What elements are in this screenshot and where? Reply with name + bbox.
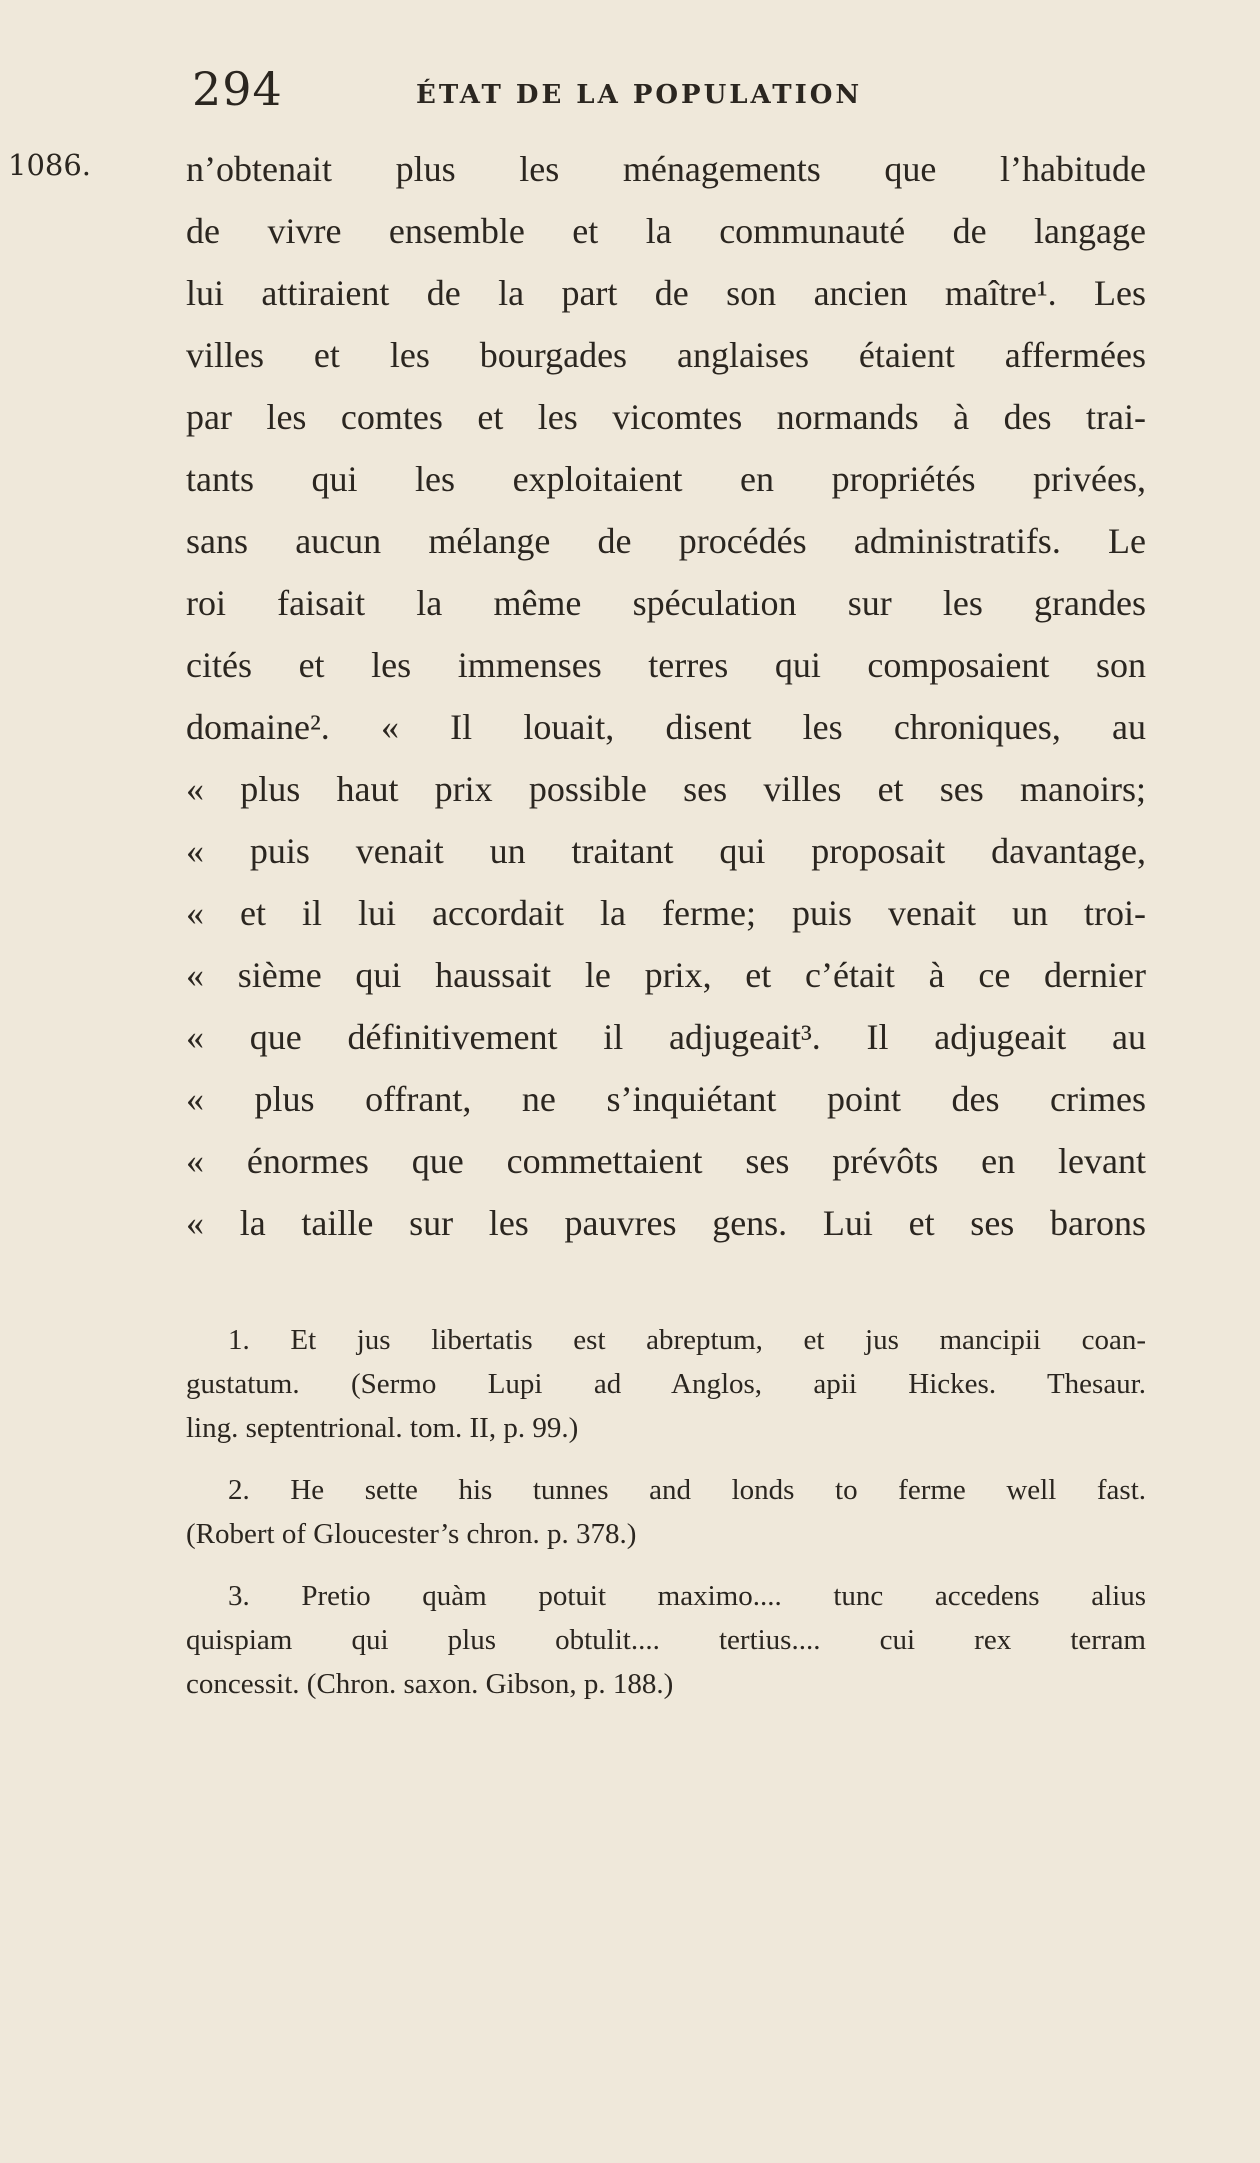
- running-title: ÉTAT DE LA POPULATION: [416, 80, 863, 110]
- body-line: villes et les bourgades anglaises étaient affermées: [186, 335, 1146, 375]
- body-line: tants qui les exploitaient en propriétés privées,: [186, 459, 1146, 499]
- footnotes: [186, 1318, 1146, 1724]
- body-line: « et il lui accordait la ferme; puis venait un troi-: [186, 893, 1146, 933]
- footnote-2: [186, 1468, 1146, 1556]
- body-line: n’obtenait plus les ménagements que l’habitude: [186, 149, 1146, 189]
- footnote-line: concessit. (Chron. saxon. Gibson, p. 188.): [186, 1668, 674, 1700]
- footnote-line: 3. Pretio quàm potuit maximo.... tunc accedens alius: [228, 1580, 1146, 1612]
- body-line: par les comtes et les vicomtes normands à des trai-: [186, 397, 1146, 437]
- body-line: lui attiraient de la part de son ancien maître¹. Les: [186, 273, 1146, 313]
- body-text: [186, 138, 1146, 1254]
- footnote-line: 1. Et jus libertatis est abreptum, et jus mancipii coan-: [228, 1324, 1146, 1356]
- footnote-line: (Robert of Gloucester’s chron. p. 378.): [186, 1518, 637, 1550]
- body-line: « énormes que commettaient ses prévôts en levant: [186, 1141, 1146, 1181]
- footnote-line: quispiam qui plus obtulit.... tertius.... cui rex terram: [186, 1624, 1146, 1656]
- page-number: 294: [192, 62, 283, 116]
- body-line: « plus offrant, ne s’inquiétant point des crimes: [186, 1079, 1146, 1119]
- footnote-line: 2. He sette his tunnes and londs to ferme well fast.: [228, 1474, 1146, 1506]
- running-head: [186, 62, 1146, 122]
- body-line: « plus haut prix possible ses villes et ses manoirs;: [186, 769, 1146, 809]
- body-line: cités et les immenses terres qui composaient son: [186, 645, 1146, 685]
- body-line: de vivre ensemble et la communauté de langage: [186, 211, 1146, 251]
- body-line: sans aucun mélange de procédés administratifs. Le: [186, 521, 1146, 561]
- body-line: roi faisait la même spéculation sur les grandes: [186, 583, 1146, 623]
- body-line: « la taille sur les pauvres gens. Lui et ses barons: [186, 1203, 1146, 1243]
- footnote-line: ling. septentrional. tom. II, p. 99.): [186, 1412, 579, 1444]
- body-line: « puis venait un traitant qui proposait davantage,: [186, 831, 1146, 871]
- body-line: « sième qui haussait le prix, et c’était à ce dernier: [186, 955, 1146, 995]
- body-line: « que définitivement il adjugeait³. Il adjugeait au: [186, 1017, 1146, 1057]
- footnote-1: [186, 1318, 1146, 1450]
- footnote-3: [186, 1574, 1146, 1706]
- footnote-line: gustatum. (Sermo Lupi ad Anglos, apii Hickes. Thesaur.: [186, 1368, 1146, 1400]
- body-line: domaine². « Il louait, disent les chroniques, au: [186, 707, 1146, 747]
- margin-year-note: 1086.: [8, 148, 92, 182]
